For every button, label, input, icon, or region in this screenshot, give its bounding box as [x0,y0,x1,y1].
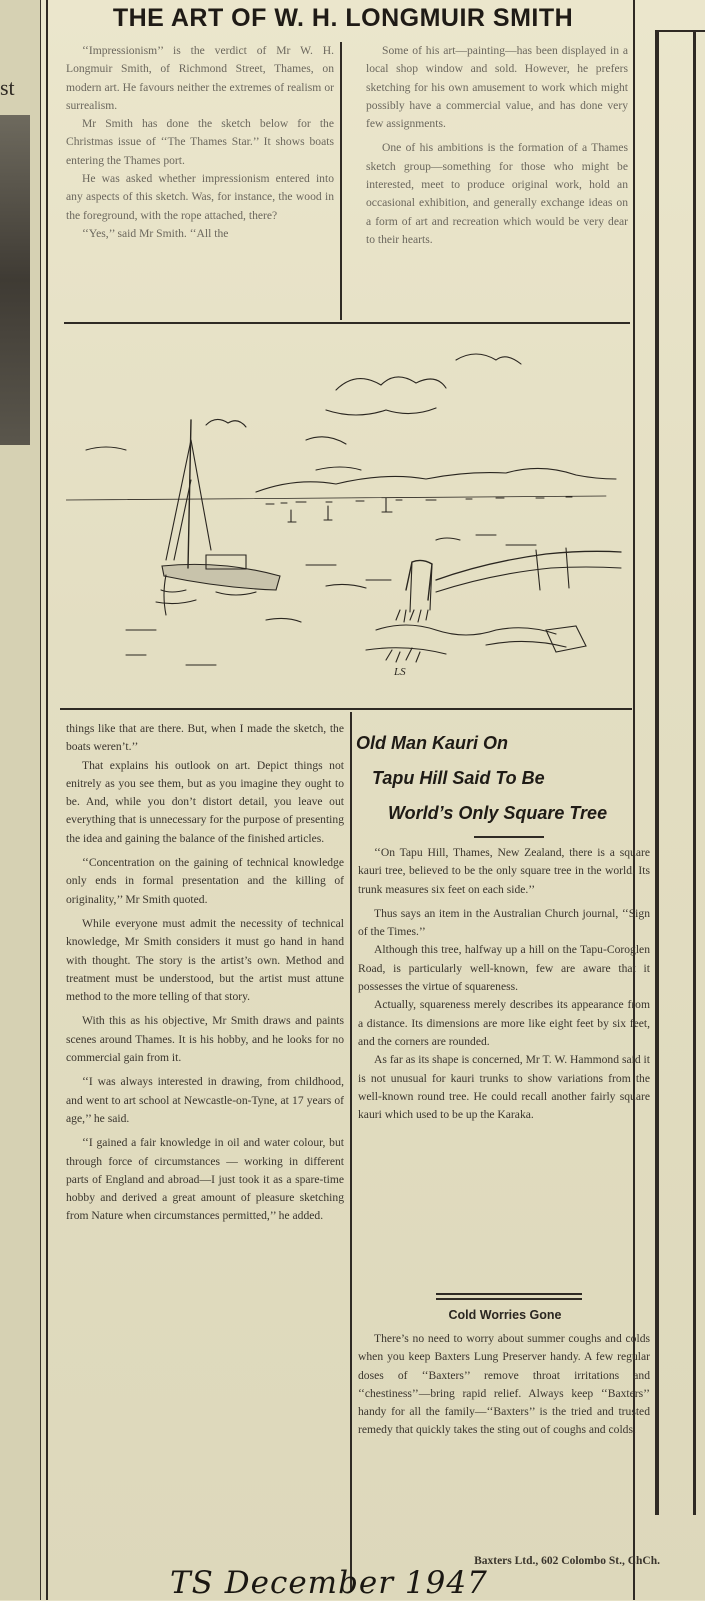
left-page-edge [0,0,41,1600]
paragraph: There’s no need to worry about summer coughs and colds when you keep Baxters Lung Preserver handy. A few regular doses of ‘‘Baxters’’ remove throat irritations and ‘‘chestiness’’—bring rapid relief. Always keep ‘‘Baxters’’ handy for all the family—‘‘Baxters’’ is the tried and trusted remedy that quickly takes the sting out of coughs and colds. [358,1332,650,1437]
artist-initials: LS [394,666,406,678]
paragraph: Some of his art—painting—has been displayed in a local shop window and sold. However, he prefers sketching for his own amusement to work which might possibly have a commercial value, and has done very few assignments. [366,44,628,131]
left-text-fragment: st [0,75,15,100]
right-top-rule [655,30,705,32]
ad-body [358,1330,650,1440]
harbour-sketch [66,330,626,695]
rule-below-sketch [60,708,632,710]
paragraph: ‘‘Impressionism’’ is the verdict of Mr W. H. Longmuir Smith, of Richmond Street, Thames, on modern art. He favours neither the extremes of realism or surrealism. [66,44,334,112]
paragraph: ‘‘Concentration on the gaining of technical knowledge only ends in formal presentation and the killing of originality,’’ Mr Smith quoted. [66,856,344,906]
paragraph: ‘‘Yes,’’ said Mr Smith. ‘‘All the [82,226,229,240]
top-column-divider [340,42,342,320]
paragraph: Although this tree, halfway up a hill on the Tapu-Coroglen Road, is particularly well-known, few are aware that it possesses the virtue of squareness. [358,943,650,994]
paragraph: ‘‘I was always interested in drawing, from childhood, and went to art school at Newcastle-on-Tyne, at 17 years of age,’’ he said. [66,1075,344,1125]
paragraph: ‘‘I gained a fair knowledge in oil and water colour, but through force of circumstances — working in different parts of England and abroad—I just took it as a spare-time hobby and derived a great amount of pleasure sketching from Nature when circumstances permitted,’’ he added. [66,1136,344,1223]
bottom-column-left [66,720,344,1226]
kauri-headline-line-3: World’s Only Square Tree [388,803,608,823]
paragraph: With this as his objective, Mr Smith draws and paints scenes around Thames. It is his hobby, and he looks for no commercial gain from it. [66,1014,344,1065]
ad-rule-top [436,1293,582,1295]
bottom-column-right [358,844,650,1124]
article-headline: THE ART OF W. H. LONGMUIR SMITH [112,4,574,32]
paragraph: One of his ambitions is the formation of a Thames sketch group—something for those who might be interested, meet to produce original work, hold an occasional exhibition, and generally exchange ideas on a form of art and recreation which would be very dear to their hearts. [366,141,628,246]
bottom-column-divider [350,712,352,1592]
left-column-rule [46,0,48,1600]
paragraph: Thus says an item in the Australian Church journal, ‘‘Sign of the Times.’’ [358,906,650,939]
right-column-rule [655,30,659,1515]
rule-above-sketch [64,322,630,324]
headline-underline [474,836,544,838]
paragraph: That explains his outlook on art. Depict things not enitrely as you see them, but as you imagine they ought to be. And, while you don’t distort detail, you leave out everything that is unnecessary for the purpose of presenting the idea and gaining the balance of the finished articles. [66,758,344,845]
paragraph: Mr Smith has done the sketch below for the Christmas issue of ‘‘The Thames Star.’’ It shows boats entering the Thames port. [66,117,334,167]
top-column-left [66,42,334,243]
right-outer-rule [693,30,696,1515]
paragraph: While everyone must admit the necessity of technical knowledge, Mr Smith considers it must go hand in hand with thought. The story is the artist’s own. Method and treatment must be understood, but the artist must attune method to the more telling of that story. [66,916,344,1004]
top-column-right [366,42,628,249]
paragraph: As far as its shape is concerned, Mr T. W. Hammond said it is not unusual for kauri trunks to show variations from the well-known round tree. He could recall another fairly square kauri which used to be up the Karaka. [358,1053,650,1122]
paragraph: ‘‘On Tapu Hill, Thames, New Zealand, there is a square kauri tree, believed to be the only square tree in the world. Its trunk measures six feet on each side.’’ [358,846,650,896]
kauri-headline-line-1: Old Man Kauri On [356,733,509,753]
ad-rule-top-2 [436,1298,582,1300]
ad-byline: Baxters Ltd., 602 Colombo St., ChCh. [474,1555,660,1567]
paragraph: He was asked whether impressionism entered into any aspects of this sketch. Was, for instance, the wood in the foreground, with the rope attached, there? [66,172,334,222]
ad-headline: Cold Worries Gone [448,1308,562,1322]
paragraph: Actually, squareness merely describes its appearance from a distance. Its dimensions are more like eight feet by six feet, and the corners are rounded. [358,998,650,1048]
handwritten-caption: TS December 1947 [170,1565,488,1601]
kauri-headline-line-2: Tapu Hill Said To Be [372,768,545,788]
left-photo-fragment [0,115,30,445]
paragraph: things like that are there. But, when I made the sketch, the boats weren’t.’’ [66,722,344,754]
right-page-edge [645,0,705,1600]
